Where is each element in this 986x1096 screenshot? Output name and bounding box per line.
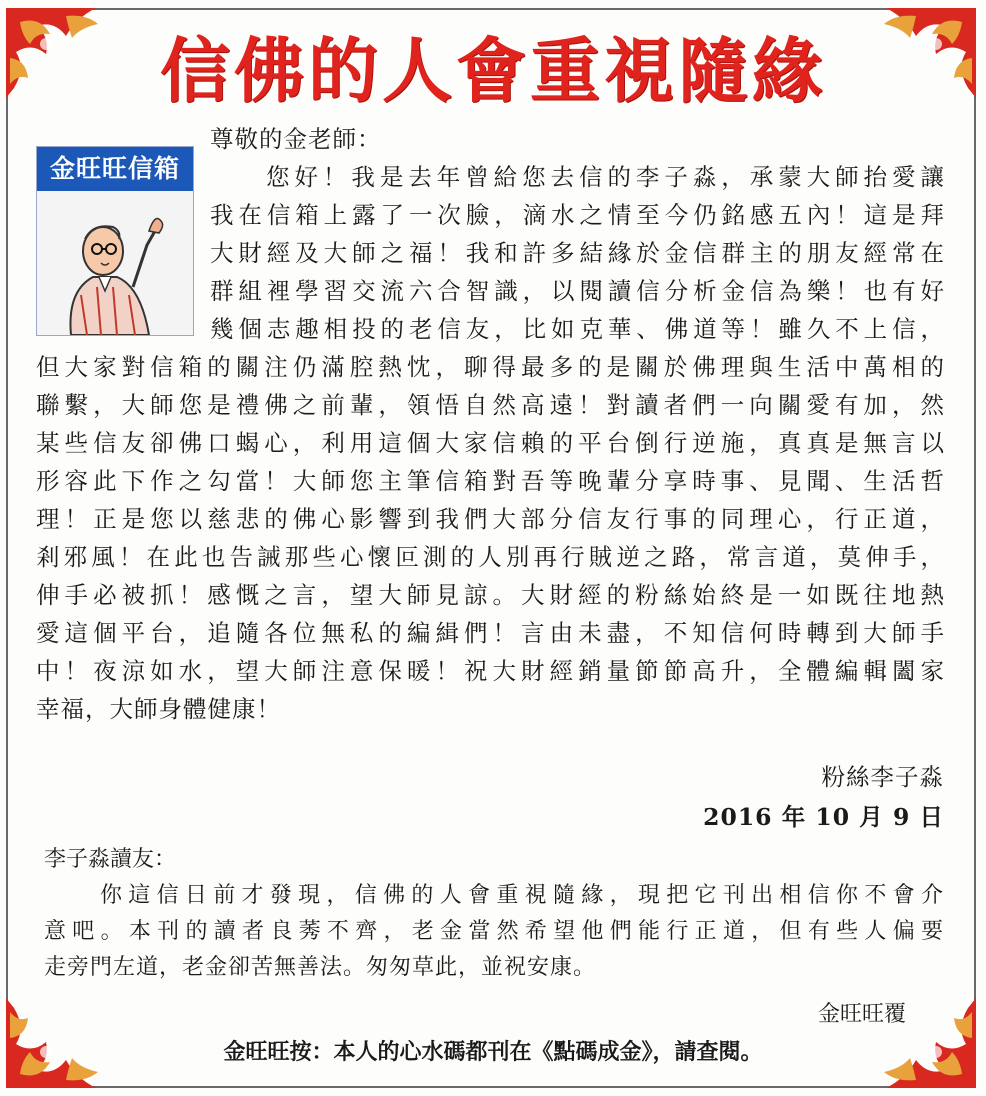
- letter-line: 某些信友卻佛口蝎心，利用這個大家信賴的平台倒行逆施，真真是無言以: [36, 429, 945, 457]
- letter-date: 2016 年 10 月 9 日: [703, 803, 944, 831]
- letter-line: 愛這個平台，追隨各位無私的編緝們！言由未盡，不知信何時轉到大師手: [36, 619, 945, 647]
- page-title: 信佛的人會重視隨緣: [160, 29, 826, 112]
- letter-line: 我在信箱上露了一次臉，滴水之情至今仍銘感五內！這是拜: [210, 201, 945, 229]
- column-label: 金旺旺信箱: [37, 147, 193, 191]
- letter-line: 幾個志趣相投的老信友，比如克華、佛道等！雖久不上信，: [210, 315, 945, 343]
- ornament-corner-icon: [6, 8, 126, 108]
- letter-line: 剎邪風！在此也告誡那些心懷叵測的人別再行賊逆之路，常言道，莫伸手，: [36, 543, 945, 571]
- letter-line: 中！夜涼如水，望大師注意保暖！祝大財經銷量節節高升，全體編輯闔家: [36, 657, 945, 685]
- letter-line: 但大家對信箱的關注仍滿腔熱忱，聊得最多的是關於佛理與生活中萬相的: [36, 353, 945, 381]
- reply-line: 你這信日前才發現，信佛的人會重視隨緣，現把它刊出相信你不會介: [100, 883, 944, 908]
- letter-line: 伸手必被抓！感慨之言，望大師見諒。大財經的粉絲始終是一如既往地熱: [36, 581, 945, 609]
- letter-line: 理！正是您以慈悲的佛心影響到我們大部分信友行事的同理心，行正道，: [36, 505, 945, 533]
- letter-signature: 粉絲李子淼: [821, 763, 944, 791]
- letter-line: 聯繫，大師您是禮佛之前輩，領悟自然高遠！對讀者們一向關愛有加，然: [36, 391, 945, 419]
- letter-line: 群組裡學習交流六合智識，以閱讀信分析金信為樂！也有好: [210, 277, 945, 305]
- letter-line: 您好！我是去年曾給您去信的李子淼，承蒙大師抬愛讓: [266, 163, 945, 191]
- letter-salutation: 尊敬的金老師：: [210, 125, 382, 153]
- letter-line: 形容此下作之勾當！大師您主筆信箱對吾等晚輩分享時事、見聞、生活哲: [36, 467, 945, 495]
- letter-body-top: [210, 158, 945, 348]
- reply-body: [44, 878, 944, 986]
- reply-salutation: 李子淼讀友：: [44, 847, 177, 872]
- reply-signature: 金旺旺覆: [817, 1002, 906, 1027]
- reply-line: 走旁門左道，老金卻苦無善法。匆匆草此，並祝安康。: [44, 955, 597, 980]
- letter-body-bottom: [36, 348, 945, 728]
- column-logo: [36, 146, 194, 336]
- letter-line: 大財經及大師之福！我和許多結緣於金信群主的朋友經常在: [210, 239, 945, 267]
- letter-line: 幸福，大師身體健康！: [36, 695, 281, 723]
- reply-line: 意吧。本刊的讀者良莠不齊，老金當然希望他們能行正道，但有些人偏要: [44, 919, 944, 944]
- footer-note: 金旺旺按：本人的心水碼都刊在《點碼成金》，請查閱。: [223, 1040, 763, 1065]
- teacher-illustration-icon: [37, 191, 193, 335]
